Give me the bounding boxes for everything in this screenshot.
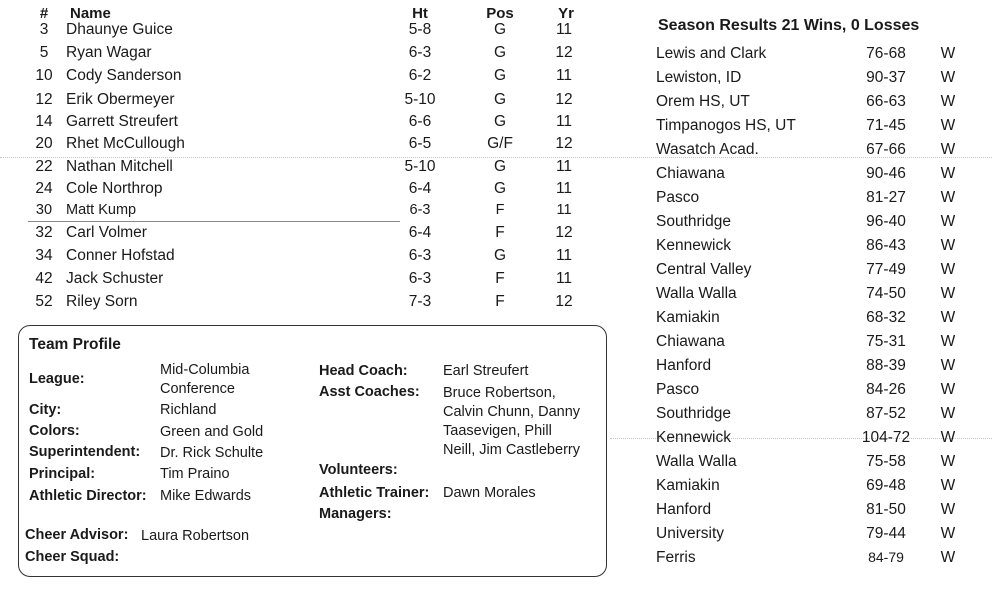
player-height: 6-4	[408, 224, 432, 241]
game-opponent: Walla Walla	[656, 453, 737, 470]
player-position: G	[493, 113, 507, 130]
asst-coaches-line-4: Neill, Jim Castleberry	[443, 442, 580, 458]
game-opponent: Ferris	[656, 549, 696, 566]
profile-title: Team Profile	[29, 336, 121, 353]
league-label: League:	[29, 371, 85, 387]
game-score: 84-79	[868, 549, 904, 565]
player-name: Riley Sorn	[66, 293, 138, 310]
game-opponent: Chiawana	[656, 333, 725, 350]
game-result: W	[940, 501, 956, 518]
game-result: W	[940, 213, 956, 230]
athletic-trainer-value: Dawn Morales	[443, 485, 536, 501]
league-value-line-1: Mid-Columbia	[160, 362, 250, 378]
player-year: 11	[555, 113, 573, 130]
game-opponent: Central Valley	[656, 261, 752, 278]
managers-label: Managers:	[319, 506, 392, 522]
league-value-line-2: Conference	[160, 381, 235, 397]
superintendent-value: Dr. Rick Schulte	[160, 445, 264, 461]
game-score: 90-46	[866, 165, 906, 182]
game-result: W	[940, 525, 956, 542]
game-result: W	[940, 69, 956, 86]
player-year: 12	[555, 44, 573, 61]
game-result: W	[940, 381, 956, 398]
game-result: W	[940, 45, 956, 62]
player-number: 42	[35, 270, 53, 287]
player-position: G	[493, 247, 507, 264]
player-position: G/F	[487, 135, 513, 152]
game-opponent: Southridge	[656, 405, 731, 422]
game-score: 81-50	[866, 501, 906, 518]
player-height: 6-3	[408, 247, 432, 264]
game-result: W	[940, 453, 956, 470]
player-year: 12	[555, 91, 573, 108]
game-score: 67-66	[866, 141, 906, 158]
game-opponent: Orem HS, UT	[656, 93, 750, 110]
cheer-squad-label: Cheer Squad:	[25, 549, 120, 565]
game-opponent: Chiawana	[656, 165, 725, 182]
player-number: 32	[35, 224, 53, 241]
game-score: 104-72	[861, 429, 911, 446]
player-position: F	[495, 293, 505, 310]
player-name: Matt Kump	[66, 202, 137, 218]
player-number: 22	[35, 158, 53, 175]
player-name: Carl Volmer	[66, 224, 147, 241]
game-score: 76-68	[866, 45, 906, 62]
player-position: G	[493, 180, 507, 197]
cheer-advisor-value: Laura Robertson	[141, 528, 250, 544]
player-name: Conner Hofstad	[66, 247, 175, 264]
game-result: W	[940, 309, 956, 326]
game-opponent: Southridge	[656, 213, 731, 230]
player-number: 52	[35, 293, 53, 310]
player-year: 11	[555, 180, 573, 197]
athletic-director-value: Mike Edwards	[160, 488, 252, 504]
player-name: Erik Obermeyer	[66, 91, 175, 108]
cheer-advisor-label: Cheer Advisor:	[25, 527, 129, 543]
player-name: Cody Sanderson	[66, 67, 182, 84]
player-position: F	[495, 270, 505, 287]
game-result: W	[940, 405, 956, 422]
superintendent-label: Superintendent:	[29, 444, 141, 460]
game-opponent: Walla Walla	[656, 285, 737, 302]
row-divider	[28, 221, 400, 222]
city-label: City:	[29, 402, 62, 418]
game-result: W	[940, 549, 956, 566]
player-number: 10	[35, 67, 53, 84]
game-score: 79-44	[866, 525, 906, 542]
player-year: 11	[555, 270, 573, 287]
player-year: 11	[555, 158, 573, 175]
game-score: 84-26	[866, 381, 906, 398]
player-position: G	[493, 44, 507, 61]
player-year: 12	[555, 135, 573, 152]
game-opponent: University	[656, 525, 725, 542]
game-opponent: Wasatch Acad.	[656, 141, 759, 158]
player-height: 6-3	[409, 202, 431, 218]
player-number: 30	[35, 202, 53, 218]
player-height: 6-3	[408, 44, 432, 61]
asst-coaches-line-2: Calvin Chunn, Danny	[443, 404, 581, 420]
header-height: Ht	[412, 5, 428, 22]
game-result: W	[940, 477, 956, 494]
game-score: 96-40	[866, 213, 906, 230]
asst-coaches-line-1: Bruce Robertson,	[443, 385, 556, 401]
season-results-title: Season Results 21 Wins, 0 Losses	[658, 17, 920, 34]
game-score: 87-52	[866, 405, 906, 422]
game-opponent: Kennewick	[656, 237, 731, 254]
game-opponent: Kamiakin	[656, 477, 720, 494]
game-result: W	[940, 237, 956, 254]
game-result: W	[940, 165, 956, 182]
head-coach-label: Head Coach:	[319, 363, 408, 379]
game-score: 86-43	[866, 237, 906, 254]
player-name: Garrett Streufert	[66, 113, 178, 130]
player-height: 6-3	[408, 270, 432, 287]
player-year: 11	[556, 202, 572, 218]
player-position: F	[495, 202, 505, 218]
player-number: 3	[39, 21, 49, 38]
player-number: 12	[35, 91, 53, 108]
game-result: W	[940, 117, 956, 134]
header-year: Yr	[558, 5, 574, 22]
game-result: W	[940, 261, 956, 278]
game-result: W	[940, 285, 956, 302]
player-number: 14	[35, 113, 53, 130]
game-result: W	[940, 333, 956, 350]
player-name: Cole Northrop	[66, 180, 163, 197]
player-height: 5-8	[408, 21, 432, 38]
header-position: Pos	[486, 5, 514, 22]
game-score: 71-45	[866, 117, 906, 134]
team-profile-box	[18, 325, 607, 577]
player-name: Nathan Mitchell	[66, 158, 173, 175]
game-result: W	[940, 357, 956, 374]
player-position: G	[493, 158, 507, 175]
player-number: 34	[35, 247, 53, 264]
asst-coaches-line-3: Taasevigen, Phill	[443, 423, 552, 439]
game-result: W	[940, 93, 956, 110]
game-score: 74-50	[866, 285, 906, 302]
game-opponent: Kennewick	[656, 429, 731, 446]
header-name: Name	[70, 5, 111, 22]
player-height: 5-10	[404, 158, 436, 175]
game-score: 66-63	[866, 93, 906, 110]
player-number: 5	[39, 44, 49, 61]
athletic-trainer-label: Athletic Trainer:	[319, 485, 430, 501]
game-score: 68-32	[866, 309, 906, 326]
game-opponent: Timpanogos HS, UT	[656, 117, 796, 134]
asst-coaches-label: Asst Coaches:	[319, 384, 420, 400]
player-year: 12	[555, 224, 573, 241]
colors-label: Colors:	[29, 423, 80, 439]
player-position: G	[493, 67, 507, 84]
player-year: 12	[555, 293, 573, 310]
player-position: G	[493, 91, 507, 108]
player-position: G	[493, 21, 507, 38]
game-opponent: Pasco	[656, 381, 700, 398]
game-opponent: Pasco	[656, 189, 700, 206]
city-value: Richland	[160, 402, 217, 418]
player-year: 11	[555, 247, 573, 264]
game-opponent: Hanford	[656, 357, 712, 374]
game-opponent: Hanford	[656, 501, 712, 518]
player-number: 20	[35, 135, 53, 152]
game-score: 69-48	[866, 477, 906, 494]
game-score: 75-31	[866, 333, 906, 350]
player-height: 6-5	[408, 135, 432, 152]
game-result: W	[940, 141, 956, 158]
player-height: 5-10	[404, 91, 436, 108]
volunteers-label: Volunteers:	[319, 462, 398, 478]
player-name: Ryan Wagar	[66, 44, 152, 61]
player-year: 11	[555, 21, 573, 38]
athletic-director-label: Athletic Director:	[29, 488, 147, 504]
principal-value: Tim Praino	[160, 466, 230, 482]
game-score: 88-39	[866, 357, 906, 374]
player-number: 24	[35, 180, 53, 197]
player-name: Dhaunye Guice	[66, 21, 173, 38]
game-result: W	[940, 189, 956, 206]
game-score: 75-58	[866, 453, 906, 470]
player-height: 7-3	[408, 293, 432, 310]
game-result: W	[940, 429, 956, 446]
game-score: 77-49	[866, 261, 906, 278]
player-name: Rhet McCullough	[66, 135, 185, 152]
game-score: 90-37	[866, 69, 906, 86]
game-opponent: Lewiston, ID	[656, 69, 742, 86]
player-height: 6-2	[408, 67, 432, 84]
game-opponent: Lewis and Clark	[656, 45, 767, 62]
player-name: Jack Schuster	[66, 270, 164, 287]
header-number: #	[39, 5, 49, 22]
game-opponent: Kamiakin	[656, 309, 720, 326]
colors-value: Green and Gold	[160, 424, 264, 440]
player-year: 11	[555, 67, 573, 84]
player-height: 6-4	[408, 180, 432, 197]
head-coach-value: Earl Streufert	[443, 363, 529, 379]
game-score: 81-27	[866, 189, 906, 206]
player-position: F	[495, 224, 505, 241]
player-height: 6-6	[408, 113, 432, 130]
principal-label: Principal:	[29, 466, 96, 482]
